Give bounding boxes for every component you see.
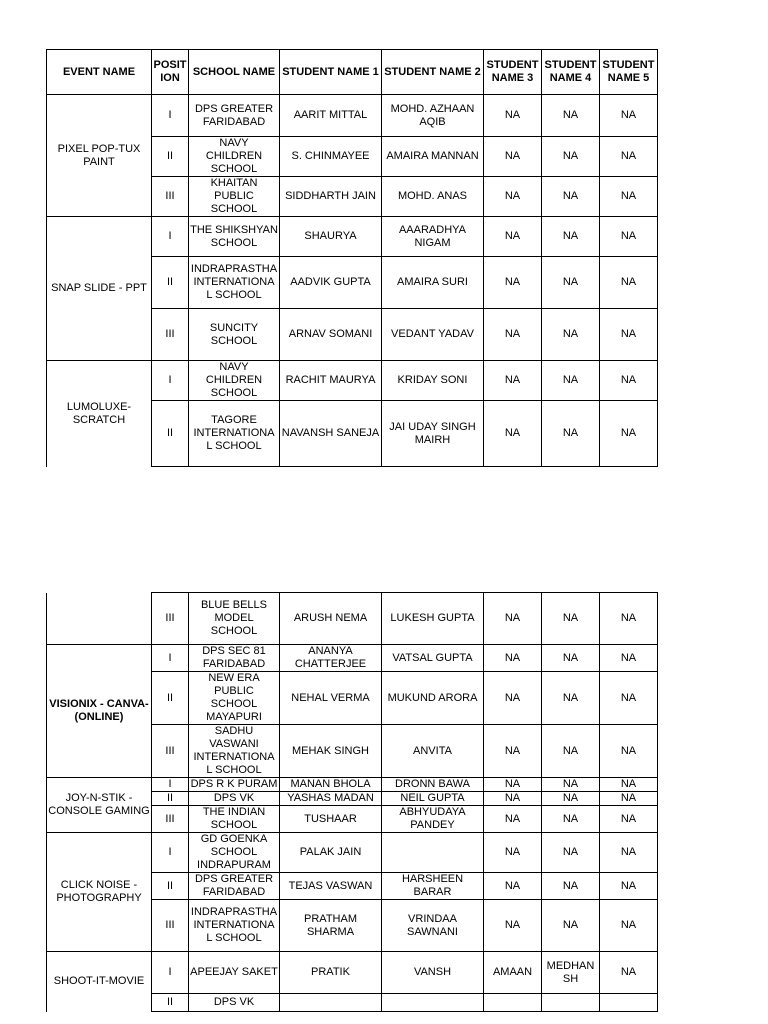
student-name-2-cell: DRONN BAWA xyxy=(382,778,484,792)
student-name-2-cell: MUKUND ARORA xyxy=(382,672,484,725)
student-name-1-cell: PRATHAM SHARMA xyxy=(280,900,382,952)
school-name-cell: APEEJAY SAKET xyxy=(189,952,280,994)
student-name-1-cell: SIDDHARTH JAIN xyxy=(280,177,382,217)
school-name-cell: SUNCITY SCHOOL xyxy=(189,309,280,361)
student-name-4-cell: NA xyxy=(542,401,600,467)
table-row xyxy=(47,217,658,257)
student-name-1-cell xyxy=(280,994,382,1012)
student-name-5-cell: NA xyxy=(600,401,658,467)
student-name-5-cell xyxy=(600,994,658,1012)
position-cell: II xyxy=(152,257,189,309)
student-name-3-cell xyxy=(484,994,542,1012)
student-name-5-cell: NA xyxy=(600,792,658,806)
header-student-name-2: STUDENT NAME 2 xyxy=(382,50,484,95)
student-name-3-cell: NA xyxy=(484,593,542,645)
position-cell: II xyxy=(152,873,189,900)
student-name-4-cell: NA xyxy=(542,873,600,900)
student-name-3-cell: AMAAN xyxy=(484,952,542,994)
student-name-1-cell: RACHIT MAURYA xyxy=(280,361,382,401)
student-name-1-cell: MEHAK SINGH xyxy=(280,725,382,778)
event-name-cell: SNAP SLIDE - PPT xyxy=(47,217,152,361)
table-row xyxy=(47,645,658,672)
student-name-1-cell: NEHAL VERMA xyxy=(280,672,382,725)
student-name-2-cell: AMAIRA MANNAN xyxy=(382,137,484,177)
student-name-5-cell: NA xyxy=(600,361,658,401)
event-name-cell xyxy=(47,593,152,645)
student-name-4-cell: NA xyxy=(542,309,600,361)
position-cell: II xyxy=(152,137,189,177)
student-name-5-cell: NA xyxy=(600,806,658,833)
school-name-cell: NEW ERA PUBLIC SCHOOL MAYAPURI xyxy=(189,672,280,725)
student-name-2-cell: VRINDAA SAWNANI xyxy=(382,900,484,952)
event-name-cell: VISIONIX - CANVA-(ONLINE) xyxy=(47,645,152,778)
position-cell: I xyxy=(152,645,189,672)
student-name-4-cell: NA xyxy=(542,833,600,873)
student-name-1-cell: AADVIK GUPTA xyxy=(280,257,382,309)
student-name-4-cell: NA xyxy=(542,778,600,792)
student-name-3-cell: NA xyxy=(484,645,542,672)
position-cell: II xyxy=(152,792,189,806)
table-row xyxy=(47,95,658,137)
student-name-5-cell: NA xyxy=(600,833,658,873)
school-name-cell: DPS VK xyxy=(189,994,280,1012)
table-row xyxy=(47,778,658,792)
student-name-2-cell: LUKESH GUPTA xyxy=(382,593,484,645)
student-name-5-cell: NA xyxy=(600,778,658,792)
student-name-3-cell: NA xyxy=(484,778,542,792)
student-name-4-cell: NA xyxy=(542,217,600,257)
student-name-3-cell: NA xyxy=(484,257,542,309)
school-name-cell: NAVY CHILDREN SCHOOL xyxy=(189,361,280,401)
student-name-4-cell: NA xyxy=(542,725,600,778)
student-name-3-cell: NA xyxy=(484,137,542,177)
student-name-5-cell: NA xyxy=(600,952,658,994)
student-name-3-cell: NA xyxy=(484,309,542,361)
school-name-cell: TAGORE INTERNATIONA L SCHOOL xyxy=(189,401,280,467)
student-name-5-cell: NA xyxy=(600,593,658,645)
student-name-5-cell: NA xyxy=(600,95,658,137)
student-name-1-cell: NAVANSH SANEJA xyxy=(280,401,382,467)
student-name-3-cell: NA xyxy=(484,873,542,900)
student-name-5-cell: NA xyxy=(600,137,658,177)
position-cell: I xyxy=(152,361,189,401)
student-name-2-cell: KRIDAY SONI xyxy=(382,361,484,401)
position-cell: II xyxy=(152,994,189,1012)
student-name-2-cell: MOHD. ANAS xyxy=(382,177,484,217)
position-cell: II xyxy=(152,672,189,725)
student-name-2-cell: VANSH xyxy=(382,952,484,994)
header-student-name-5: STUDENT NAME 5 xyxy=(600,50,658,95)
student-name-1-cell: MANAN BHOLA xyxy=(280,778,382,792)
position-cell: III xyxy=(152,806,189,833)
student-name-1-cell: ANANYA CHATTERJEE xyxy=(280,645,382,672)
student-name-3-cell: NA xyxy=(484,217,542,257)
student-name-4-cell: NA xyxy=(542,792,600,806)
event-name-cell: CLICK NOISE - PHOTOGRAPHY xyxy=(47,833,152,952)
student-name-2-cell: AAARADHYA NIGAM xyxy=(382,217,484,257)
student-name-3-cell: NA xyxy=(484,401,542,467)
event-name-cell: PIXEL POP-TUX PAINT xyxy=(47,95,152,217)
table-row xyxy=(47,361,658,401)
student-name-1-cell: ARUSH NEMA xyxy=(280,593,382,645)
header-row xyxy=(47,50,658,95)
student-name-2-cell xyxy=(382,994,484,1012)
table-row xyxy=(47,833,658,873)
student-name-2-cell: ABHYUDAYA PANDEY xyxy=(382,806,484,833)
results-table-2 xyxy=(46,592,658,1012)
student-name-5-cell: NA xyxy=(600,177,658,217)
student-name-3-cell: NA xyxy=(484,177,542,217)
school-name-cell: DPS VK xyxy=(189,792,280,806)
event-name-cell: LUMOLUXE-SCRATCH xyxy=(47,361,152,467)
student-name-1-cell: TUSHAAR xyxy=(280,806,382,833)
student-name-4-cell xyxy=(542,994,600,1012)
student-name-4-cell: MEDHAN SH xyxy=(542,952,600,994)
student-name-3-cell: NA xyxy=(484,792,542,806)
student-name-4-cell: NA xyxy=(542,361,600,401)
student-name-1-cell: PRATIK xyxy=(280,952,382,994)
school-name-cell: INDRAPRASTHA INTERNATIONA L SCHOOL xyxy=(189,257,280,309)
student-name-4-cell: NA xyxy=(542,806,600,833)
table-row xyxy=(47,952,658,994)
position-cell: III xyxy=(152,900,189,952)
student-name-3-cell: NA xyxy=(484,833,542,873)
school-name-cell: KHAITAN PUBLIC SCHOOL xyxy=(189,177,280,217)
student-name-4-cell: NA xyxy=(542,672,600,725)
student-name-4-cell: NA xyxy=(542,900,600,952)
position-cell: I xyxy=(152,833,189,873)
student-name-1-cell: PALAK JAIN xyxy=(280,833,382,873)
student-name-2-cell: AMAIRA SURI xyxy=(382,257,484,309)
student-name-5-cell: NA xyxy=(600,257,658,309)
position-cell: I xyxy=(152,95,189,137)
school-name-cell: THE INDIAN SCHOOL xyxy=(189,806,280,833)
position-cell: I xyxy=(152,778,189,792)
school-name-cell: NAVY CHILDREN SCHOOL xyxy=(189,137,280,177)
table-row xyxy=(47,593,658,645)
student-name-3-cell: NA xyxy=(484,95,542,137)
school-name-cell: THE SHIKSHYAN SCHOOL xyxy=(189,217,280,257)
student-name-3-cell: NA xyxy=(484,806,542,833)
student-name-4-cell: NA xyxy=(542,645,600,672)
header-student-name-3: STUDENT NAME 3 xyxy=(484,50,542,95)
student-name-4-cell: NA xyxy=(542,137,600,177)
event-name-cell: JOY-N-STIK - CONSOLE GAMING xyxy=(47,778,152,833)
header-student-name-1: STUDENT NAME 1 xyxy=(280,50,382,95)
student-name-5-cell: NA xyxy=(600,645,658,672)
position-cell: III xyxy=(152,725,189,778)
student-name-1-cell: SHAURYA xyxy=(280,217,382,257)
student-name-2-cell: VATSAL GUPTA xyxy=(382,645,484,672)
position-cell: II xyxy=(152,401,189,467)
student-name-5-cell: NA xyxy=(600,672,658,725)
school-name-cell: DPS SEC 81 FARIDABAD xyxy=(189,645,280,672)
student-name-2-cell: MOHD. AZHAAN AQIB xyxy=(382,95,484,137)
student-name-4-cell: NA xyxy=(542,95,600,137)
student-name-2-cell: NEIL GUPTA xyxy=(382,792,484,806)
student-name-3-cell: NA xyxy=(484,725,542,778)
student-name-4-cell: NA xyxy=(542,257,600,309)
student-name-2-cell xyxy=(382,833,484,873)
school-name-cell: INDRAPRASTHA INTERNATIONA L SCHOOL xyxy=(189,900,280,952)
student-name-2-cell: JAI UDAY SINGH MAIRH xyxy=(382,401,484,467)
student-name-3-cell: NA xyxy=(484,672,542,725)
school-name-cell: BLUE BELLS MODEL SCHOOL xyxy=(189,593,280,645)
header-school-name: SCHOOL NAME xyxy=(189,50,280,95)
header-student-name-4: STUDENT NAME 4 xyxy=(542,50,600,95)
student-name-5-cell: NA xyxy=(600,725,658,778)
position-cell: III xyxy=(152,177,189,217)
position-cell: III xyxy=(152,309,189,361)
position-cell: I xyxy=(152,217,189,257)
school-name-cell: SADHU VASWANI INTERNATIONA L SCHOOL xyxy=(189,725,280,778)
student-name-2-cell: ANVITA xyxy=(382,725,484,778)
student-name-5-cell: NA xyxy=(600,309,658,361)
student-name-1-cell: AARIT MITTAL xyxy=(280,95,382,137)
student-name-1-cell: YASHAS MADAN xyxy=(280,792,382,806)
student-name-2-cell: HARSHEEN BARAR xyxy=(382,873,484,900)
student-name-5-cell: NA xyxy=(600,873,658,900)
student-name-1-cell: S. CHINMAYEE xyxy=(280,137,382,177)
student-name-3-cell: NA xyxy=(484,900,542,952)
student-name-4-cell: NA xyxy=(542,177,600,217)
header-event-name: EVENT NAME xyxy=(47,50,152,95)
student-name-1-cell: TEJAS VASWAN xyxy=(280,873,382,900)
event-name-cell: SHOOT-IT-MOVIE xyxy=(47,952,152,1012)
student-name-5-cell: NA xyxy=(600,217,658,257)
school-name-cell: DPS GREATER FARIDABAD xyxy=(189,873,280,900)
student-name-2-cell: VEDANT YADAV xyxy=(382,309,484,361)
school-name-cell: DPS GREATER FARIDABAD xyxy=(189,95,280,137)
student-name-5-cell: NA xyxy=(600,900,658,952)
results-table-1 xyxy=(46,49,658,467)
position-cell: I xyxy=(152,952,189,994)
school-name-cell: GD GOENKA SCHOOL INDRAPURAM xyxy=(189,833,280,873)
position-cell: III xyxy=(152,593,189,645)
header-position: POSIT ION xyxy=(152,50,189,95)
student-name-1-cell: ARNAV SOMANI xyxy=(280,309,382,361)
student-name-3-cell: NA xyxy=(484,361,542,401)
school-name-cell: DPS R K PURAM xyxy=(189,778,280,792)
student-name-4-cell: NA xyxy=(542,593,600,645)
